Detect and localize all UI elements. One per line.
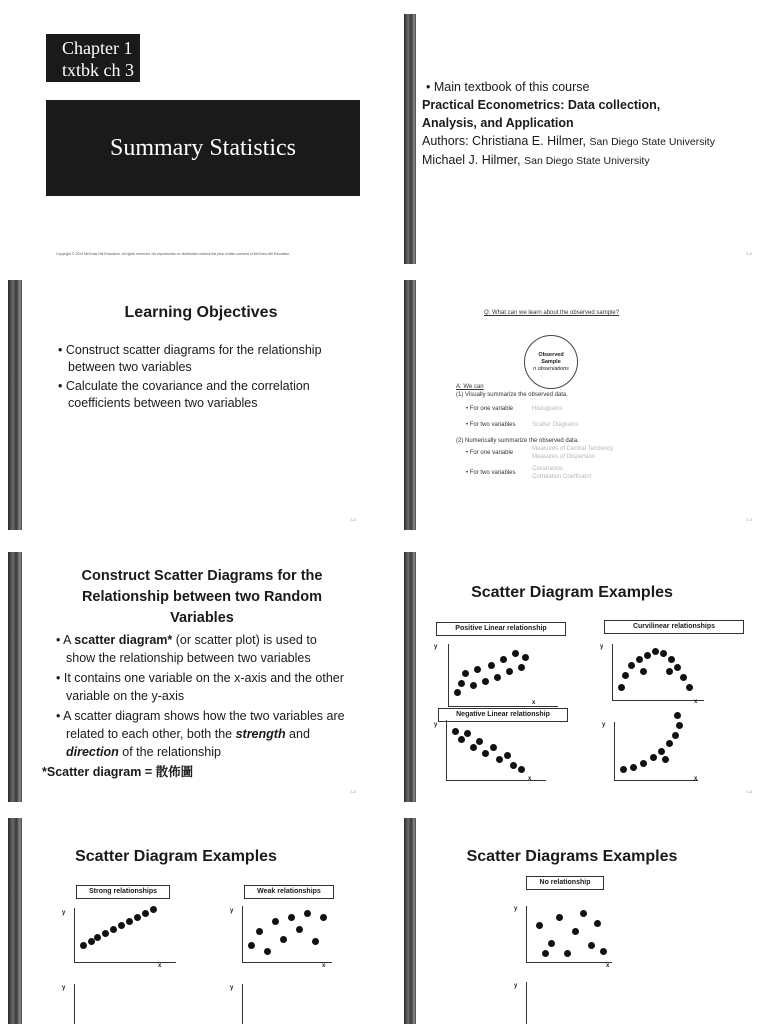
scatter-dot [686,684,693,691]
slide-number: 3-2 [746,251,752,256]
scatter-dot [490,744,497,751]
slide-5 [8,552,372,802]
scatter-dot [542,950,549,957]
answer-text: A: We can [456,384,484,390]
scatter-dot [142,910,149,917]
slide-title: Construct Scatter Diagrams for the Relationship between two Random Variables [81,568,323,626]
chapter-label: Chapter 1 [62,38,133,58]
x-axis [448,706,558,707]
slide-title: Learning Objectives [124,304,278,321]
scatter-dot [134,914,141,921]
scatter-dot [652,648,659,655]
slide-title: Scatter Diagram Examples [75,848,277,865]
x-axis-label: x [158,963,162,969]
scatter-dot [150,906,157,913]
scatter-dot [600,948,607,955]
scatter-dot [572,928,579,935]
y-axis-label: y [514,906,518,912]
scatter-dot [272,918,279,925]
y-axis [446,720,447,780]
label-no-relationship: No relationship [526,876,604,890]
one-var-2-value-1: Measures of Central Tendency [532,446,614,452]
slide-number: 3-3 [350,517,356,522]
scatter-dot [80,942,87,949]
scatter-dot [462,670,469,677]
label-weak: Weak relationships [244,885,334,899]
scatter-dot [476,738,483,745]
textbook-info [422,78,762,170]
scatter-dot [510,762,517,769]
textbook-label: txtbk ch 3 [62,60,134,80]
slide-stripe [8,818,22,1024]
scatter-dot [666,668,673,675]
scatter-dot [264,948,271,955]
slide-title: Summary Statistics [110,134,296,161]
scatter-dot [280,936,287,943]
scatter-dot [248,942,255,949]
scatter-dot [482,750,489,757]
y-axis [612,644,613,700]
two-var-2-value-1: Covariance, [532,466,565,472]
scatter-dot [672,732,679,739]
scatter-dot [470,744,477,751]
scatter-dot [500,656,507,663]
scatter-dot [506,668,513,675]
scatter-dot [102,930,109,937]
copyright: Copyright © 2014 McGraw-Hill Education. All rights reserved. No reproduction or distribution without the prior written consent of McGraw-Hill Education. [56,252,291,256]
bullet-item: • A scatter diagram* (or scatter plot) is used to show the relationship between two variables [56,633,317,665]
scatter-dot [636,656,643,663]
x-axis-label: x [694,776,698,782]
slide-1 [8,14,372,264]
slide-4 [404,280,768,530]
scatter-dot [556,914,563,921]
scatter-dot [662,756,669,763]
scatter-dot [504,752,511,759]
y-axis-label: y [230,908,234,914]
slide-number: 3-5 [350,789,356,794]
bullet-list [42,631,346,781]
slide-stripe [8,280,22,530]
scatter-dot [118,922,125,929]
slide-stripe [404,14,416,264]
scatter-dot [464,730,471,737]
slide-number: 3-4 [746,517,752,522]
scatter-dot [628,662,635,669]
scatter-dot [512,650,519,657]
scatter-dot [488,662,495,669]
y-axis [614,722,615,780]
scatter-dot [312,938,319,945]
scatter-dot [518,766,525,773]
scatter-dot [536,922,543,929]
slide-number: 3-6 [746,789,752,794]
bullet-item: • Main textbook of this course [426,80,590,94]
scatter-dot [564,950,571,957]
bullet-item: • Construct scatter diagrams for the relationship between two variables [58,343,322,374]
y-axis-label: y [602,722,606,728]
scatter-dot [454,689,461,696]
scatter-dot [644,652,651,659]
y-axis [242,984,243,1024]
bullet-item: • A scatter diagram shows how the two variables are related to each other, both the strength and direction of the relationship [56,709,345,759]
scatter-dot [458,736,465,743]
author-2-affiliation: San Diego State University [524,155,650,167]
y-axis [526,906,527,962]
slide-stripe [404,280,416,530]
label-curvilinear: Curvilinear relationships [604,620,744,634]
y-axis-label: y [62,985,66,991]
bullet-item: • Calculate the covariance and the correlation coefficients between two variables [58,379,310,410]
scatter-dot [482,678,489,685]
y-axis [74,908,75,962]
slide-7 [8,818,372,1024]
scatter-dot [126,918,133,925]
scatter-dot [288,914,295,921]
x-axis-label: x [694,699,698,705]
one-var-label: • For one variable [466,406,514,412]
slide-2 [404,14,768,264]
scatter-dot [618,684,625,691]
label-strong: Strong relationships [76,885,170,899]
scatter-dot [452,728,459,735]
scatter-dot [518,664,525,671]
scatter-dot [640,760,647,767]
chapter-box [46,34,140,82]
author-1-affiliation: San Diego State University [589,136,715,148]
scatter-dot [296,926,303,933]
x-axis [242,962,332,963]
x-axis-label: x [532,700,536,706]
scatter-dot [666,740,673,747]
intro-text: Main textbook of this course [433,80,590,94]
x-axis [612,700,704,701]
scatter-dot [522,654,529,661]
scatter-dot [674,712,681,719]
label-positive-linear: Positive Linear relationship [436,622,566,636]
y-axis-label: y [230,985,234,991]
scatter-dot [458,680,465,687]
slide-6 [404,552,768,802]
slide-stripe [404,552,416,802]
scatter-dot [660,650,667,657]
scatter-dot [676,722,683,729]
scatter-dot [474,666,481,673]
bullet-list [58,342,348,414]
scatter-dot [668,656,675,663]
x-axis-label: x [528,776,532,782]
slide-stripe [404,818,416,1024]
scatter-dot [650,754,657,761]
circle-line-2: Sample [541,358,561,365]
scatter-dot [580,910,587,917]
y-axis-label: y [434,644,438,650]
scatter-dot [304,910,311,917]
scatter-dot [630,764,637,771]
y-axis-label: y [62,910,66,916]
two-var-value: Scatter Diagrams [532,422,579,428]
scatter-dot [658,748,665,755]
x-axis-label: x [606,963,610,969]
observed-sample-circle [524,335,578,389]
scatter-dot [588,942,595,949]
slide-3 [8,280,372,530]
slide-8 [404,818,768,1024]
authors-line [422,132,762,151]
slide-stripe [8,552,22,802]
x-axis [526,962,612,963]
scatter-dot [470,682,477,689]
two-var-2-label: • For two variables [466,470,516,476]
item-1: (1) Visually summarize the observed data. [456,392,568,398]
authors-label: Authors: [422,134,469,148]
scatter-dot [94,934,101,941]
author-2-line [422,151,762,170]
label-negative-linear: Negative Linear relationship [438,708,568,722]
title-banner [46,100,360,196]
scatter-dot [494,674,501,681]
y-axis [242,906,243,962]
one-var-value: Histograms [532,406,563,412]
slide-title: Scatter Diagrams Examples [466,848,678,865]
scatter-dot [640,668,647,675]
scatter-dot [620,766,627,773]
y-axis-label: y [600,644,604,650]
circle-line-1: Observed [538,351,564,358]
item-2: (2) Numerically summarize the observed data. [456,438,579,444]
x-axis [614,780,698,781]
author-1: Christiana E. Hilmer, [472,134,586,148]
author-2: Michael J. Hilmer, [422,153,521,167]
scatter-dot [622,672,629,679]
slide-title: Scatter Diagram Examples [471,584,673,601]
scatter-dot [110,926,117,933]
book-title: Practical Econometrics: Data collection, Analysis, and Application [422,98,661,130]
scatter-dot [256,928,263,935]
x-axis-label: x [322,963,326,969]
scatter-dot [496,756,503,763]
scatter-dot [320,914,327,921]
two-var-label: • For two variables [466,422,516,428]
scatter-dot [680,674,687,681]
scatter-dot [674,664,681,671]
y-axis-label: y [434,722,438,728]
y-axis [74,984,75,1024]
scatter-dot [548,940,555,947]
circle-line-3: n observations [533,365,569,372]
y-axis-label: y [514,983,518,989]
question-text: Q: What can we learn about the observed sample? [484,310,620,316]
bullet-item: • It contains one variable on the x-axis and the other variable on the y-axis [56,671,344,703]
scatter-dot [594,920,601,927]
one-var-2-label: • For one variable [466,450,514,456]
one-var-2-value-2: Measures of Dispersion [532,454,596,460]
y-axis [448,644,449,706]
two-var-2-value-2: Correlation Coefficient [532,474,592,480]
y-axis [526,982,527,1024]
note-text: *Scatter diagram = 散佈圖 [42,765,194,779]
